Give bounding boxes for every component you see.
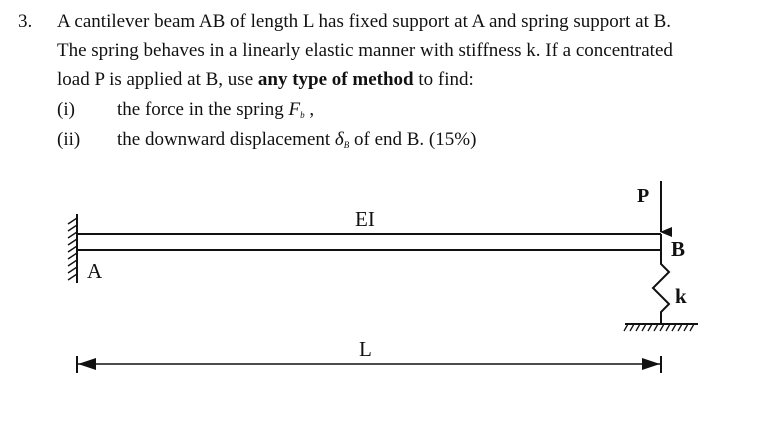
line3-pre: load P is applied at B, use [57, 69, 258, 90]
spring-ground [624, 324, 698, 331]
part-ii-text: the downward displacement [117, 129, 335, 150]
part-i-label: (i) [57, 99, 75, 120]
line3-post: to find: [413, 69, 474, 90]
spring [653, 250, 669, 324]
fixed-support-a [68, 214, 77, 283]
question-line-1: A cantilever beam AB of length L has fixed support at A and spring support at B. [57, 11, 672, 32]
length-label: L [359, 337, 372, 361]
beam [77, 234, 661, 250]
question-number: 3. [18, 11, 33, 32]
point-a-label: A [87, 259, 103, 283]
spring-force-subscript: b [300, 110, 305, 120]
spring-force-symbol: F [288, 99, 301, 120]
spring-stiffness-label: k [675, 284, 687, 308]
part-ii-tail: of end B. (15%) [349, 129, 477, 150]
displacement-symbol: δ [334, 129, 344, 150]
point-b-label: B [671, 237, 686, 261]
line3-bold: any type of method [257, 69, 414, 90]
question-line-2: The spring behaves in a linearly elastic manner with stiffness k. If a concentrated [57, 40, 673, 61]
ei-label: EI [355, 207, 375, 231]
part-i-text: the force in the spring [117, 99, 289, 120]
part-ii-label: (ii) [57, 129, 81, 150]
part-i-tail: , [304, 99, 315, 120]
displacement-subscript: B [343, 140, 350, 150]
load-label: P [637, 185, 650, 207]
